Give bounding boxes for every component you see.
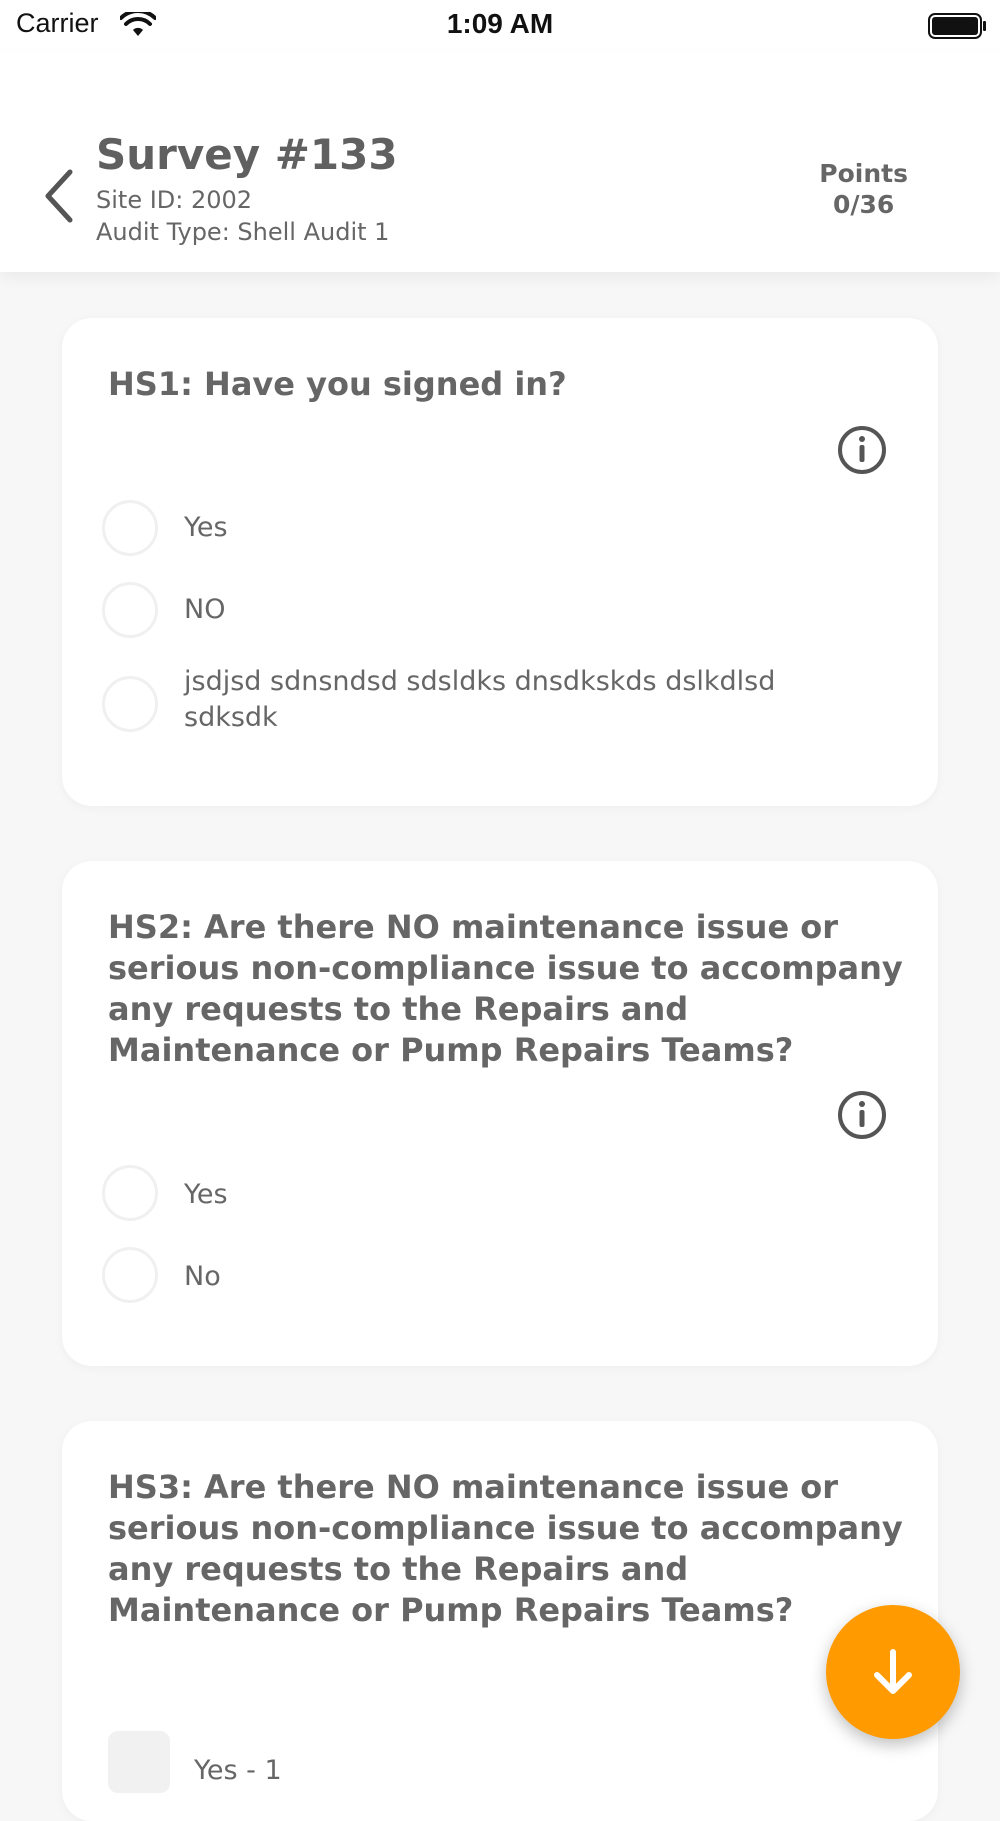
question-text: HS1: Have you signed in? <box>108 365 567 403</box>
carrier-label: Carrier <box>16 8 99 38</box>
option-yes[interactable] <box>102 498 902 558</box>
arrow-down-icon <box>867 1646 919 1698</box>
scroll-down-fab[interactable] <box>826 1605 960 1739</box>
option-yes-1[interactable] <box>102 1731 902 1801</box>
site-id: Site ID: 2002 <box>96 186 253 214</box>
option-no[interactable] <box>102 1247 902 1307</box>
radio-button[interactable] <box>102 1247 158 1303</box>
radio-button[interactable] <box>102 1165 158 1221</box>
option-label: No <box>184 1261 221 1292</box>
radio-button[interactable] <box>102 500 158 556</box>
option-label: jsdjsd sdnsndsd sdsldks dnsdkskds dslkdlsd sdksdk <box>184 666 776 733</box>
checkbox[interactable] <box>108 1731 170 1793</box>
points-value: 0/36 <box>832 190 895 219</box>
status-time: 1:09 AM <box>446 8 554 39</box>
page-title: Survey #133 <box>96 130 398 179</box>
status-bar <box>0 0 1000 52</box>
question-text: HS3: Are there NO maintenance issue or serious non-compliance issue to accompany any requests to the Repairs and Maintenance or Pump Repairs Teams? <box>108 1468 903 1629</box>
radio-button[interactable] <box>102 676 158 732</box>
points-indicator <box>819 158 908 220</box>
back-chevron-icon[interactable] <box>38 164 82 228</box>
question-card-hs3 <box>62 1421 938 1821</box>
radio-button[interactable] <box>102 582 158 638</box>
info-icon[interactable] <box>836 424 888 476</box>
audit-type: Audit Type: Shell Audit 1 <box>96 218 390 246</box>
info-icon[interactable] <box>836 1089 888 1141</box>
option-label: NO <box>184 594 226 625</box>
points-label: Points <box>819 159 908 188</box>
question-card-hs2 <box>62 861 938 1366</box>
option-no[interactable] <box>102 580 902 640</box>
question-card-hs1 <box>62 318 938 806</box>
option-custom[interactable] <box>102 668 902 758</box>
battery-icon <box>928 12 988 40</box>
option-label: Yes <box>184 512 228 543</box>
question-text: HS2: Are there NO maintenance issue or serious non-compliance issue to accompany any requests to the Repairs and Maintenance or Pump Repairs Teams? <box>108 908 903 1069</box>
option-yes[interactable] <box>102 1165 902 1225</box>
survey-header <box>0 52 1000 272</box>
option-label: Yes <box>184 1179 228 1210</box>
option-label: Yes - 1 <box>194 1755 282 1786</box>
